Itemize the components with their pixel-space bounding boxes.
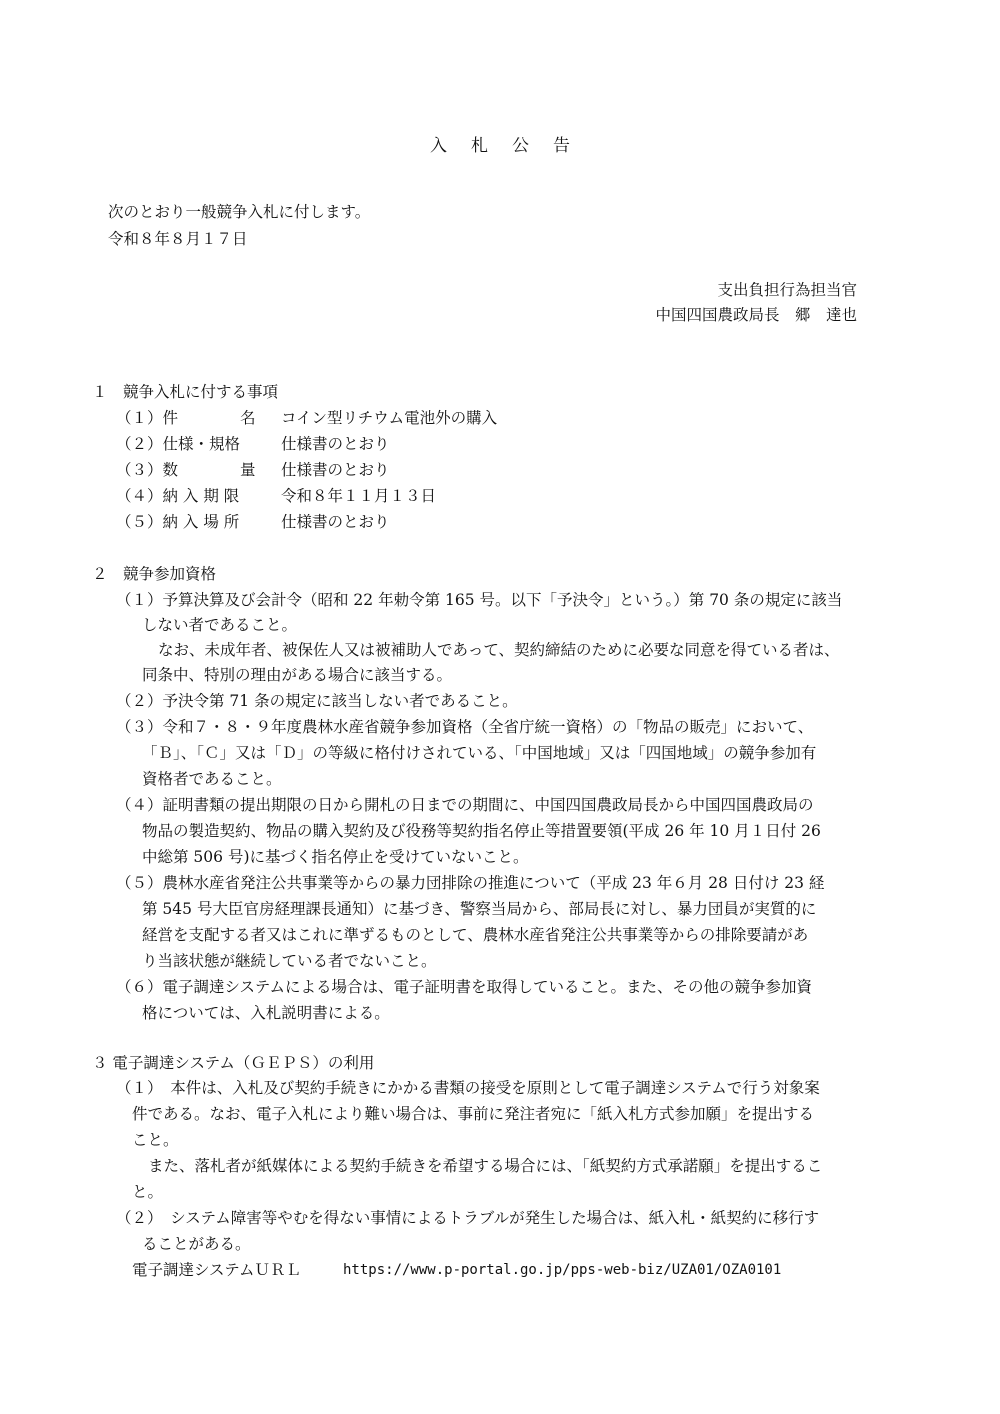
text-line: （４）証明書類の提出期限の日から開札の日までの期間に、中国四国農政局長から中国四国農政局の — [116, 796, 814, 814]
item-value: 令和８年１１月１３日 — [281, 487, 437, 505]
item-label: （１）件 名 — [116, 409, 256, 427]
item-value: 仕様書のとおり — [281, 513, 390, 531]
page-title: 入札公告 — [430, 136, 594, 156]
text-line: （１）予算決算及び会計令（昭和 22 年勅令第 165 号。以下「予決令」という。）第 70 条の規定に該当 — [116, 591, 843, 609]
text-line: 物品の製造契約、物品の購入契約及び役務等契約指名停止等措置要領(平成 26 年 10 月１日付 26 — [142, 822, 821, 840]
issuer-role: 支出負担行為担当官 — [717, 281, 857, 299]
text-line: （６）電子調達システムによる場合は、電子証明書を取得していること。また、その他の競争参加資 — [116, 978, 812, 996]
item-label: （４）納 入 期 限 — [116, 487, 240, 505]
text-line: 「Ｂ」、「Ｃ」又は「Ｄ」の等級に格付けされている、「中国地域」又は「四国地域」の競争参加有 — [142, 744, 817, 762]
text-line: （２）予決令第 71 条の規定に該当しない者であること。 — [116, 692, 518, 710]
text-line: なお、未成年者、被保佐人又は被補助人であって、契約締結のために必要な同意を得ている者は、 — [158, 641, 840, 659]
item-value: 仕様書のとおり — [281, 461, 390, 479]
text-line: 件である。なお、電子入札により難い場合は、事前に発注者宛に「紙入札方式参加願」を提出する — [132, 1105, 815, 1123]
text-line: と。 — [132, 1183, 164, 1201]
issuer-name: 中国四国農政局長 郷 達也 — [655, 306, 857, 324]
text-line: 資格者であること。 — [142, 770, 282, 788]
section1-heading: １ 競争入札に付する事項 — [92, 383, 279, 401]
item-label: （３）数 量 — [116, 461, 256, 479]
text-line: （２） システム障害等やむを得ない事情によるトラブルが発生した場合は、紙入札・紙契約に移行す — [116, 1209, 820, 1227]
section2-heading: ２ 競争参加資格 — [92, 565, 217, 583]
intro-text: 次のとおり一般競争入札に付します。 — [108, 203, 371, 221]
text-line: （５）農林水産省発注公共事業等からの暴力団排除の推進について（平成 23 年６月 28 日付け 23 経 — [116, 874, 825, 892]
section3-heading: ３ 電子調達システム（ＧＥＰＳ）の利用 — [92, 1054, 375, 1072]
item-label: （２）仕様・規格 — [116, 435, 241, 453]
item-label: （５）納 入 場 所 — [116, 513, 240, 531]
item-value: コイン型リチウム電池外の購入 — [281, 409, 498, 427]
url-label: 電子調達システムＵＲＬ — [132, 1261, 301, 1279]
text-line: また、落札者が紙媒体による契約手続きを希望する場合には、「紙契約方式承諾願」を提出するこ — [148, 1157, 823, 1175]
portal-url-link[interactable]: https://www.p-portal.go.jp/pps-web-biz/UZA01/OZA0101 — [343, 1262, 782, 1278]
text-line: 第 545 号大臣官房経理課長通知）に基づき、警察当局から、部局長に対し、暴力団員が実質的に — [142, 900, 817, 918]
notice-date: 令和８年８月１７日 — [108, 230, 248, 248]
text-line: しない者であること。 — [142, 616, 298, 634]
text-line: 中総第 506 号)に基づく指名停止を受けていないこと。 — [142, 848, 529, 866]
text-line: （１） 本件は、入札及び契約手続きにかかる書類の接受を原則として電子調達システムで行う対象案 — [116, 1079, 820, 1097]
text-line: （３）令和７・８・９年度農林水産省競争参加資格（全省庁統一資格）の「物品の販売」において、 — [116, 718, 814, 736]
text-line: 格については、入札説明書による。 — [142, 1004, 390, 1022]
text-line: 経営を支配する者又はこれに準ずるものとして、農林水産省発注公共事業等からの排除要請があ — [142, 926, 809, 944]
item-value: 仕様書のとおり — [281, 435, 390, 453]
text-line: こと。 — [132, 1131, 179, 1149]
text-line: り当該状態が継続している者でないこと。 — [142, 952, 437, 970]
text-line: ることがある。 — [142, 1235, 251, 1253]
text-line: 同条中、特別の理由がある場合に該当する。 — [142, 666, 453, 684]
